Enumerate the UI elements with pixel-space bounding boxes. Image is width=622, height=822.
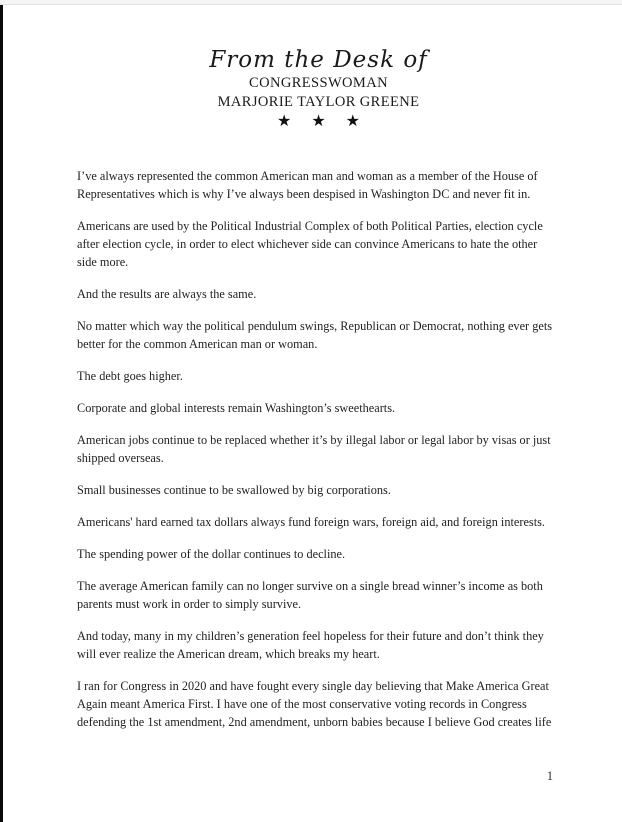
- letterhead: [77, 47, 560, 131]
- page-number: 1: [546, 769, 554, 783]
- viewer-top-strip: [0, 0, 622, 5]
- paragraph: And the results are always the same.: [77, 287, 257, 301]
- letterhead-name: MARJORIE TAYLOR GREENE: [217, 94, 420, 110]
- page-edge-line: [0, 5, 3, 822]
- letterhead-script-line: From the Desk of: [209, 47, 428, 73]
- paragraph: And today, many in my children’s generation feel hopeless for their future and don’t think they will ever realize the American dream, which breaks my heart.: [77, 629, 544, 661]
- paragraph: Corporate and global interests remain Washington’s sweethearts.: [77, 401, 396, 415]
- paragraph: American jobs continue to be replaced whether it’s by illegal labor or legal labor by visas or just shipped overseas.: [77, 433, 551, 465]
- paragraph: I ran for Congress in 2020 and have fought every single day believing that Make America Great Again meant America First. I have one of the most conservative voting records in Congress defending the 1st amendment, 2nd amendment, unborn babies because I believe God creates life: [77, 679, 552, 729]
- paragraph: Small businesses continue to be swallowed by big corporations.: [77, 483, 391, 497]
- paragraph: Americans' hard earned tax dollars always fund foreign wars, foreign aid, and foreign interests.: [77, 515, 545, 529]
- paragraph: I’ve always represented the common American man and woman as a member of the House of Representatives which is why I’ve always been despised in Washington DC and never fit in.: [77, 169, 538, 201]
- paragraph: The average American family can no longer survive on a single bread winner’s income as both parents must work in order to simply survive.: [77, 579, 543, 611]
- document-body: [77, 167, 560, 745]
- stars-icon: ★ ★ ★: [276, 113, 369, 130]
- paragraph: Americans are used by the Political Industrial Complex of both Political Parties, election cycle after election cycle, in order to elect whichever side can convince Americans to hate the other side more.: [77, 219, 543, 269]
- paragraph: No matter which way the political pendulum swings, Republican or Democrat, nothing ever gets better for the common American man or woman.: [77, 319, 553, 351]
- letterhead-title: CONGRESSWOMAN: [249, 75, 388, 91]
- paragraph: The spending power of the dollar continues to decline.: [77, 547, 346, 561]
- paragraph: The debt goes higher.: [77, 369, 183, 383]
